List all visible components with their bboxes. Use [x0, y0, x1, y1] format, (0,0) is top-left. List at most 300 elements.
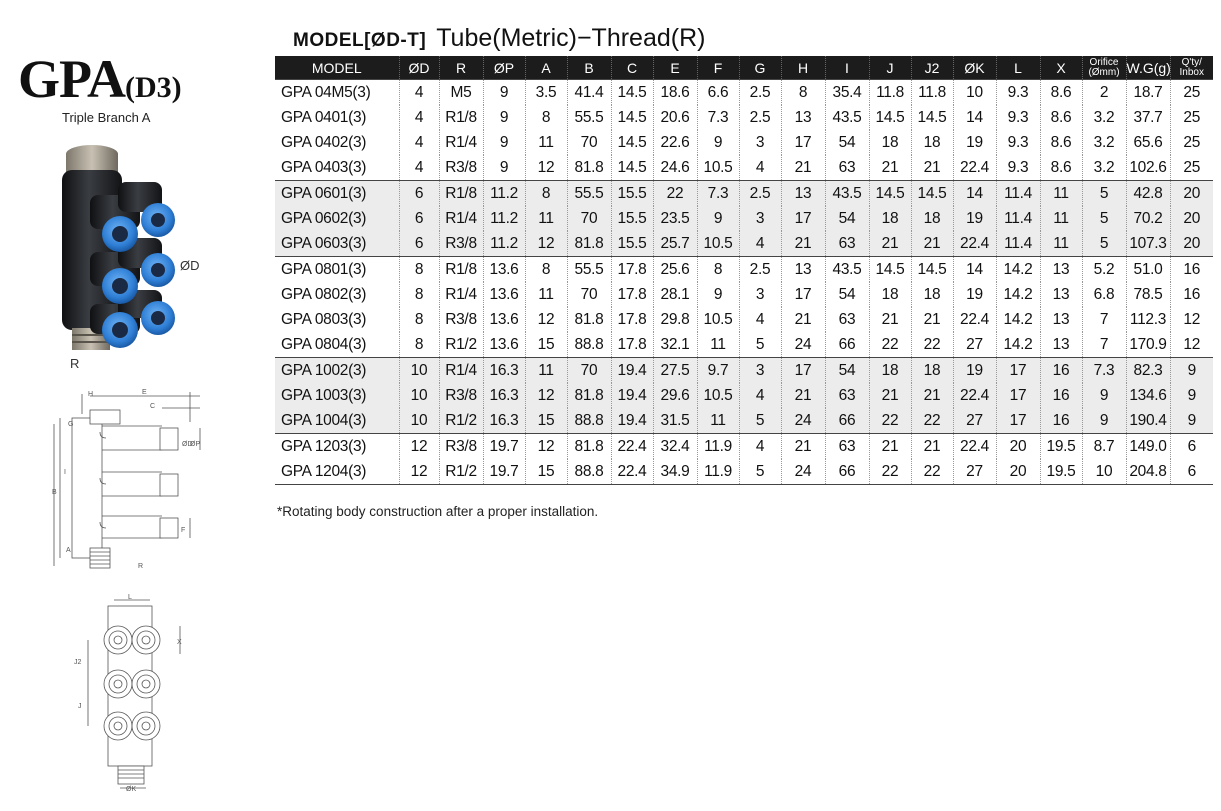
table-cell: 14.5: [611, 155, 653, 181]
table-cell: 13: [1040, 257, 1082, 283]
table-row: [275, 181, 1213, 207]
front-view-drawing: [60, 592, 200, 792]
table-cell: 18: [869, 206, 911, 231]
table-cell: 22: [911, 459, 953, 485]
table-cell: 8: [697, 257, 739, 283]
table-cell: 8: [525, 181, 567, 207]
table-cell: 8.6: [1040, 80, 1082, 106]
table-cell: 3.2: [1082, 130, 1126, 155]
table-cell: 13: [1040, 307, 1082, 332]
table-cell: 17: [996, 408, 1040, 434]
table-cell: 16.3: [483, 358, 525, 384]
table-cell: 134.6: [1126, 383, 1170, 408]
table-cell: 13.6: [483, 282, 525, 307]
table-row: [275, 459, 1213, 485]
table-cell: 12: [525, 155, 567, 181]
dim-label-r: R: [138, 563, 144, 570]
table-cell: 27: [953, 408, 996, 434]
table-cell: 19: [953, 282, 996, 307]
table-cell: 22: [869, 459, 911, 485]
table-cell: 21: [911, 231, 953, 257]
brand-variant: (D3): [124, 71, 182, 104]
table-cell: 5: [739, 408, 781, 434]
table-cell: 3: [739, 282, 781, 307]
dim-label-j: J: [78, 703, 82, 710]
column-header: R: [439, 56, 483, 80]
table-cell: 6.8: [1082, 282, 1126, 307]
table-cell: 9: [697, 282, 739, 307]
table-cell: 21: [869, 383, 911, 408]
table-cell: 21: [911, 307, 953, 332]
table-cell: 21: [781, 307, 825, 332]
table-cell: R1/4: [439, 130, 483, 155]
table-cell: 11.2: [483, 181, 525, 207]
table-cell: 63: [825, 434, 869, 460]
table-cell: 9.3: [996, 130, 1040, 155]
table-cell: 14.5: [869, 105, 911, 130]
dim-label-g: G: [68, 421, 74, 428]
table-cell: 70: [567, 206, 611, 231]
column-header: J2: [911, 56, 953, 80]
table-cell: 54: [825, 358, 869, 384]
table-cell: 32.4: [653, 434, 697, 460]
table-cell: R1/2: [439, 459, 483, 485]
table-cell: R1/2: [439, 332, 483, 358]
table-cell: 63: [825, 155, 869, 181]
model-cell: GPA 0603(3): [275, 231, 399, 257]
table-cell: 51.0: [1126, 257, 1170, 283]
table-cell: 31.5: [653, 408, 697, 434]
table-cell: 19.5: [1040, 434, 1082, 460]
table-cell: 9: [697, 130, 739, 155]
table-cell: 16: [1170, 257, 1213, 283]
table-cell: 6: [399, 231, 439, 257]
table-cell: R1/2: [439, 408, 483, 434]
table-cell: 4: [739, 307, 781, 332]
table-cell: 63: [825, 307, 869, 332]
table-cell: 4: [739, 231, 781, 257]
table-cell: 12: [525, 434, 567, 460]
column-header: J: [869, 56, 911, 80]
table-cell: 27.5: [653, 358, 697, 384]
table-cell: 19: [953, 130, 996, 155]
table-cell: 8.6: [1040, 155, 1082, 181]
table-cell: 14: [953, 105, 996, 130]
table-cell: 70.2: [1126, 206, 1170, 231]
model-cell: GPA 0403(3): [275, 155, 399, 181]
table-cell: 11.9: [697, 434, 739, 460]
table-cell: 24: [781, 408, 825, 434]
table-cell: 10.5: [697, 155, 739, 181]
table-cell: 55.5: [567, 257, 611, 283]
table-cell: 14.5: [911, 181, 953, 207]
table-cell: 28.1: [653, 282, 697, 307]
table-cell: 16.3: [483, 383, 525, 408]
column-header: ØK: [953, 56, 996, 80]
table-cell: 11.2: [483, 206, 525, 231]
table-cell: 29.6: [653, 383, 697, 408]
table-cell: 11.4: [996, 206, 1040, 231]
column-header: Orifice (Ømm): [1082, 56, 1126, 80]
table-cell: 81.8: [567, 155, 611, 181]
table-cell: 21: [869, 155, 911, 181]
table-cell: 41.4: [567, 80, 611, 106]
table-cell: 18: [869, 130, 911, 155]
table-cell: 8: [399, 332, 439, 358]
table-cell: 19.4: [611, 358, 653, 384]
column-header: G: [739, 56, 781, 80]
table-cell: 16.3: [483, 408, 525, 434]
brand-name: GPA: [18, 49, 125, 109]
table-cell: 14.2: [996, 307, 1040, 332]
table-cell: 22.4: [953, 231, 996, 257]
table-cell: 8: [525, 105, 567, 130]
table-cell: 21: [911, 155, 953, 181]
table-cell: 63: [825, 383, 869, 408]
table-cell: 22: [653, 181, 697, 207]
table-cell: 4: [739, 383, 781, 408]
table-cell: 21: [781, 383, 825, 408]
table-cell: 6: [399, 206, 439, 231]
table-cell: 32.1: [653, 332, 697, 358]
table-cell: 11: [525, 282, 567, 307]
table-cell: 190.4: [1126, 408, 1170, 434]
model-cell: GPA 0602(3): [275, 206, 399, 231]
table-cell: 2.5: [739, 80, 781, 106]
table-cell: 11.4: [996, 231, 1040, 257]
table-cell: 19.4: [611, 383, 653, 408]
table-cell: 12: [525, 231, 567, 257]
dim-label-h: H: [88, 391, 94, 398]
table-cell: 81.8: [567, 434, 611, 460]
table-cell: 9.7: [697, 358, 739, 384]
table-cell: 5: [739, 332, 781, 358]
table-cell: 21: [911, 383, 953, 408]
column-header: A: [525, 56, 567, 80]
table-cell: 19.5: [1040, 459, 1082, 485]
table-cell: 21: [869, 231, 911, 257]
model-cell: GPA 1204(3): [275, 459, 399, 485]
table-cell: 22.4: [953, 383, 996, 408]
table-cell: 3.5: [525, 80, 567, 106]
table-cell: 20.6: [653, 105, 697, 130]
table-cell: 8: [399, 282, 439, 307]
table-cell: 3: [739, 130, 781, 155]
table-cell: 27: [953, 332, 996, 358]
table-header-row: [275, 56, 1213, 80]
column-header: X: [1040, 56, 1082, 80]
table-cell: 3.2: [1082, 155, 1126, 181]
table-cell: 17.8: [611, 332, 653, 358]
model-cell: GPA 0401(3): [275, 105, 399, 130]
table-cell: 17: [781, 206, 825, 231]
table-cell: 25: [1170, 80, 1213, 106]
table-cell: 13: [1040, 282, 1082, 307]
table-cell: 25.6: [653, 257, 697, 283]
table-cell: R3/8: [439, 307, 483, 332]
table-cell: 2.5: [739, 257, 781, 283]
table-cell: 3.2: [1082, 105, 1126, 130]
table-cell: 20: [996, 459, 1040, 485]
table-cell: 2.5: [739, 105, 781, 130]
table-cell: 22: [869, 332, 911, 358]
label-r: R: [70, 356, 80, 371]
table-cell: 112.3: [1126, 307, 1170, 332]
table-cell: 11.4: [996, 181, 1040, 207]
column-header: Q'ty/ Inbox: [1170, 56, 1213, 80]
table-cell: 11: [697, 332, 739, 358]
table-cell: 8.7: [1082, 434, 1126, 460]
table-cell: 20: [1170, 206, 1213, 231]
table-cell: R1/4: [439, 358, 483, 384]
table-cell: 9: [483, 130, 525, 155]
table-cell: 20: [996, 434, 1040, 460]
table-cell: 10.5: [697, 231, 739, 257]
table-cell: 149.0: [1126, 434, 1170, 460]
table-cell: 10.5: [697, 383, 739, 408]
table-cell: 43.5: [825, 257, 869, 283]
table-cell: R1/8: [439, 105, 483, 130]
column-header: W.G(g): [1126, 56, 1170, 80]
table-cell: 11: [697, 408, 739, 434]
table-cell: 54: [825, 206, 869, 231]
table-cell: 21: [781, 434, 825, 460]
table-cell: 15.5: [611, 181, 653, 207]
table-cell: 9: [483, 80, 525, 106]
table-row: [275, 257, 1213, 283]
table-cell: 14.5: [611, 105, 653, 130]
model-cell: GPA 1203(3): [275, 434, 399, 460]
table-cell: 17.8: [611, 282, 653, 307]
table-cell: 4: [399, 80, 439, 106]
table-cell: 4: [399, 105, 439, 130]
table-cell: R1/4: [439, 206, 483, 231]
table-cell: R3/8: [439, 231, 483, 257]
table-cell: 4: [399, 130, 439, 155]
table-cell: R1/8: [439, 181, 483, 207]
table-cell: 11: [1040, 206, 1082, 231]
table-cell: 88.8: [567, 459, 611, 485]
table-cell: 22.4: [611, 434, 653, 460]
table-cell: R3/8: [439, 383, 483, 408]
dim-label-op: ØP: [190, 441, 201, 448]
table-cell: 7.3: [697, 105, 739, 130]
table-cell: 5: [1082, 231, 1126, 257]
table-cell: 22.4: [953, 434, 996, 460]
product-subtitle: Triple Branch A: [62, 110, 151, 125]
column-header: B: [567, 56, 611, 80]
table-cell: 8: [399, 257, 439, 283]
table-cell: 24: [781, 332, 825, 358]
table-cell: 63: [825, 231, 869, 257]
model-cell: GPA 1003(3): [275, 383, 399, 408]
table-cell: 9: [483, 105, 525, 130]
table-cell: 11.2: [483, 231, 525, 257]
table-cell: 21: [911, 434, 953, 460]
table-cell: 25: [1170, 130, 1213, 155]
table-cell: 27: [953, 459, 996, 485]
table-cell: 11: [1040, 231, 1082, 257]
table-cell: 204.8: [1126, 459, 1170, 485]
table-cell: 43.5: [825, 181, 869, 207]
table-cell: 14.5: [911, 105, 953, 130]
table-cell: 66: [825, 332, 869, 358]
table-cell: 9.3: [996, 80, 1040, 106]
table-cell: 88.8: [567, 332, 611, 358]
table-cell: 6: [1170, 434, 1213, 460]
table-cell: 88.8: [567, 408, 611, 434]
table-cell: 14: [953, 257, 996, 283]
table-cell: 24: [781, 459, 825, 485]
table-cell: 14.5: [869, 257, 911, 283]
footnote: *Rotating body construction after a proper installation.: [277, 504, 599, 519]
table-cell: 13: [781, 257, 825, 283]
table-cell: 29.8: [653, 307, 697, 332]
table-cell: 17.8: [611, 307, 653, 332]
table-cell: 4: [739, 434, 781, 460]
table-cell: 19: [953, 206, 996, 231]
dim-label-x: X: [177, 639, 182, 646]
table-cell: 21: [781, 155, 825, 181]
table-cell: 11: [525, 130, 567, 155]
table-cell: 11.8: [869, 80, 911, 106]
model-cell: GPA 04M5(3): [275, 80, 399, 106]
table-cell: 22.6: [653, 130, 697, 155]
table-cell: 12: [399, 459, 439, 485]
heading-model: MODEL[ØD-T]: [293, 30, 427, 51]
table-cell: 10: [399, 383, 439, 408]
table-cell: 70: [567, 358, 611, 384]
table-cell: 9: [483, 155, 525, 181]
table-cell: 35.4: [825, 80, 869, 106]
table-cell: 21: [869, 434, 911, 460]
model-cell: GPA 0801(3): [275, 257, 399, 283]
column-header: E: [653, 56, 697, 80]
table-cell: 15: [525, 408, 567, 434]
table-cell: R1/8: [439, 257, 483, 283]
table-cell: 22: [911, 408, 953, 434]
table-cell: 11: [525, 206, 567, 231]
table-cell: 66: [825, 459, 869, 485]
table-cell: 12: [1170, 307, 1213, 332]
table-cell: 15: [525, 459, 567, 485]
table-cell: 11: [1040, 181, 1082, 207]
model-cell: GPA 0402(3): [275, 130, 399, 155]
table-cell: 17: [781, 358, 825, 384]
column-header: C: [611, 56, 653, 80]
table-cell: 15.5: [611, 206, 653, 231]
table-cell: 18.6: [653, 80, 697, 106]
table-cell: 22.4: [611, 459, 653, 485]
table-cell: 9.3: [996, 155, 1040, 181]
table-cell: 12: [525, 307, 567, 332]
table-cell: 25.7: [653, 231, 697, 257]
table-cell: R1/4: [439, 282, 483, 307]
product-photo: [50, 140, 190, 355]
table-row: [275, 231, 1213, 257]
column-header: MODEL: [275, 56, 399, 80]
table-cell: 8: [399, 307, 439, 332]
table-cell: 13: [781, 181, 825, 207]
table-cell: 12: [399, 434, 439, 460]
table-cell: 2: [1082, 80, 1126, 106]
table-cell: 14.2: [996, 257, 1040, 283]
table-cell: 11.9: [697, 459, 739, 485]
table-cell: 24.6: [653, 155, 697, 181]
table-cell: 9: [1082, 408, 1126, 434]
table-cell: R3/8: [439, 155, 483, 181]
dim-label-f: F: [181, 527, 186, 534]
table-cell: 13: [781, 105, 825, 130]
table-cell: 18: [911, 282, 953, 307]
dim-label-i: I: [64, 469, 66, 476]
table-cell: 70: [567, 282, 611, 307]
table-cell: 5.2: [1082, 257, 1126, 283]
side-view-drawing: [50, 388, 210, 573]
table-cell: 8: [525, 257, 567, 283]
table-cell: 19.7: [483, 459, 525, 485]
table-cell: 16: [1040, 358, 1082, 384]
model-cell: GPA 0803(3): [275, 307, 399, 332]
table-cell: 3: [739, 358, 781, 384]
table-cell: 34.9: [653, 459, 697, 485]
table-cell: 8: [781, 80, 825, 106]
table-cell: 4: [739, 155, 781, 181]
dim-label-ok: ØK: [126, 786, 137, 792]
table-row: [275, 434, 1213, 460]
table-cell: 13.6: [483, 332, 525, 358]
table-cell: 81.8: [567, 231, 611, 257]
table-cell: 7.3: [1082, 358, 1126, 384]
table-cell: 5: [1082, 181, 1126, 207]
table-cell: 4: [399, 155, 439, 181]
table-cell: 9: [1170, 408, 1213, 434]
table-cell: 78.5: [1126, 282, 1170, 307]
table-cell: 17: [781, 282, 825, 307]
table-row: [275, 105, 1213, 130]
dim-label-j2: J2: [74, 659, 82, 666]
table-cell: 18: [911, 206, 953, 231]
table-cell: 17: [781, 130, 825, 155]
table-cell: 14: [953, 181, 996, 207]
table-cell: 14.5: [611, 130, 653, 155]
table-cell: 14.5: [869, 181, 911, 207]
table-row: [275, 408, 1213, 434]
table-cell: 15: [525, 332, 567, 358]
model-cell: GPA 0601(3): [275, 181, 399, 207]
table-cell: 6: [1170, 459, 1213, 485]
table-row: [275, 282, 1213, 307]
table-cell: 37.7: [1126, 105, 1170, 130]
table-cell: 43.5: [825, 105, 869, 130]
column-header: ØP: [483, 56, 525, 80]
column-header: H: [781, 56, 825, 80]
table-cell: 17: [996, 358, 1040, 384]
table-cell: 170.9: [1126, 332, 1170, 358]
brand-title: [18, 49, 182, 109]
table-cell: 12: [525, 383, 567, 408]
table-cell: 17.8: [611, 257, 653, 283]
table-cell: 18: [869, 358, 911, 384]
table-cell: 6: [399, 181, 439, 207]
table-cell: R3/8: [439, 434, 483, 460]
table-cell: 6.6: [697, 80, 739, 106]
table-cell: 13: [1040, 332, 1082, 358]
table-cell: 55.5: [567, 181, 611, 207]
table-cell: 16: [1040, 408, 1082, 434]
table-cell: 42.8: [1126, 181, 1170, 207]
table-cell: 7.3: [697, 181, 739, 207]
